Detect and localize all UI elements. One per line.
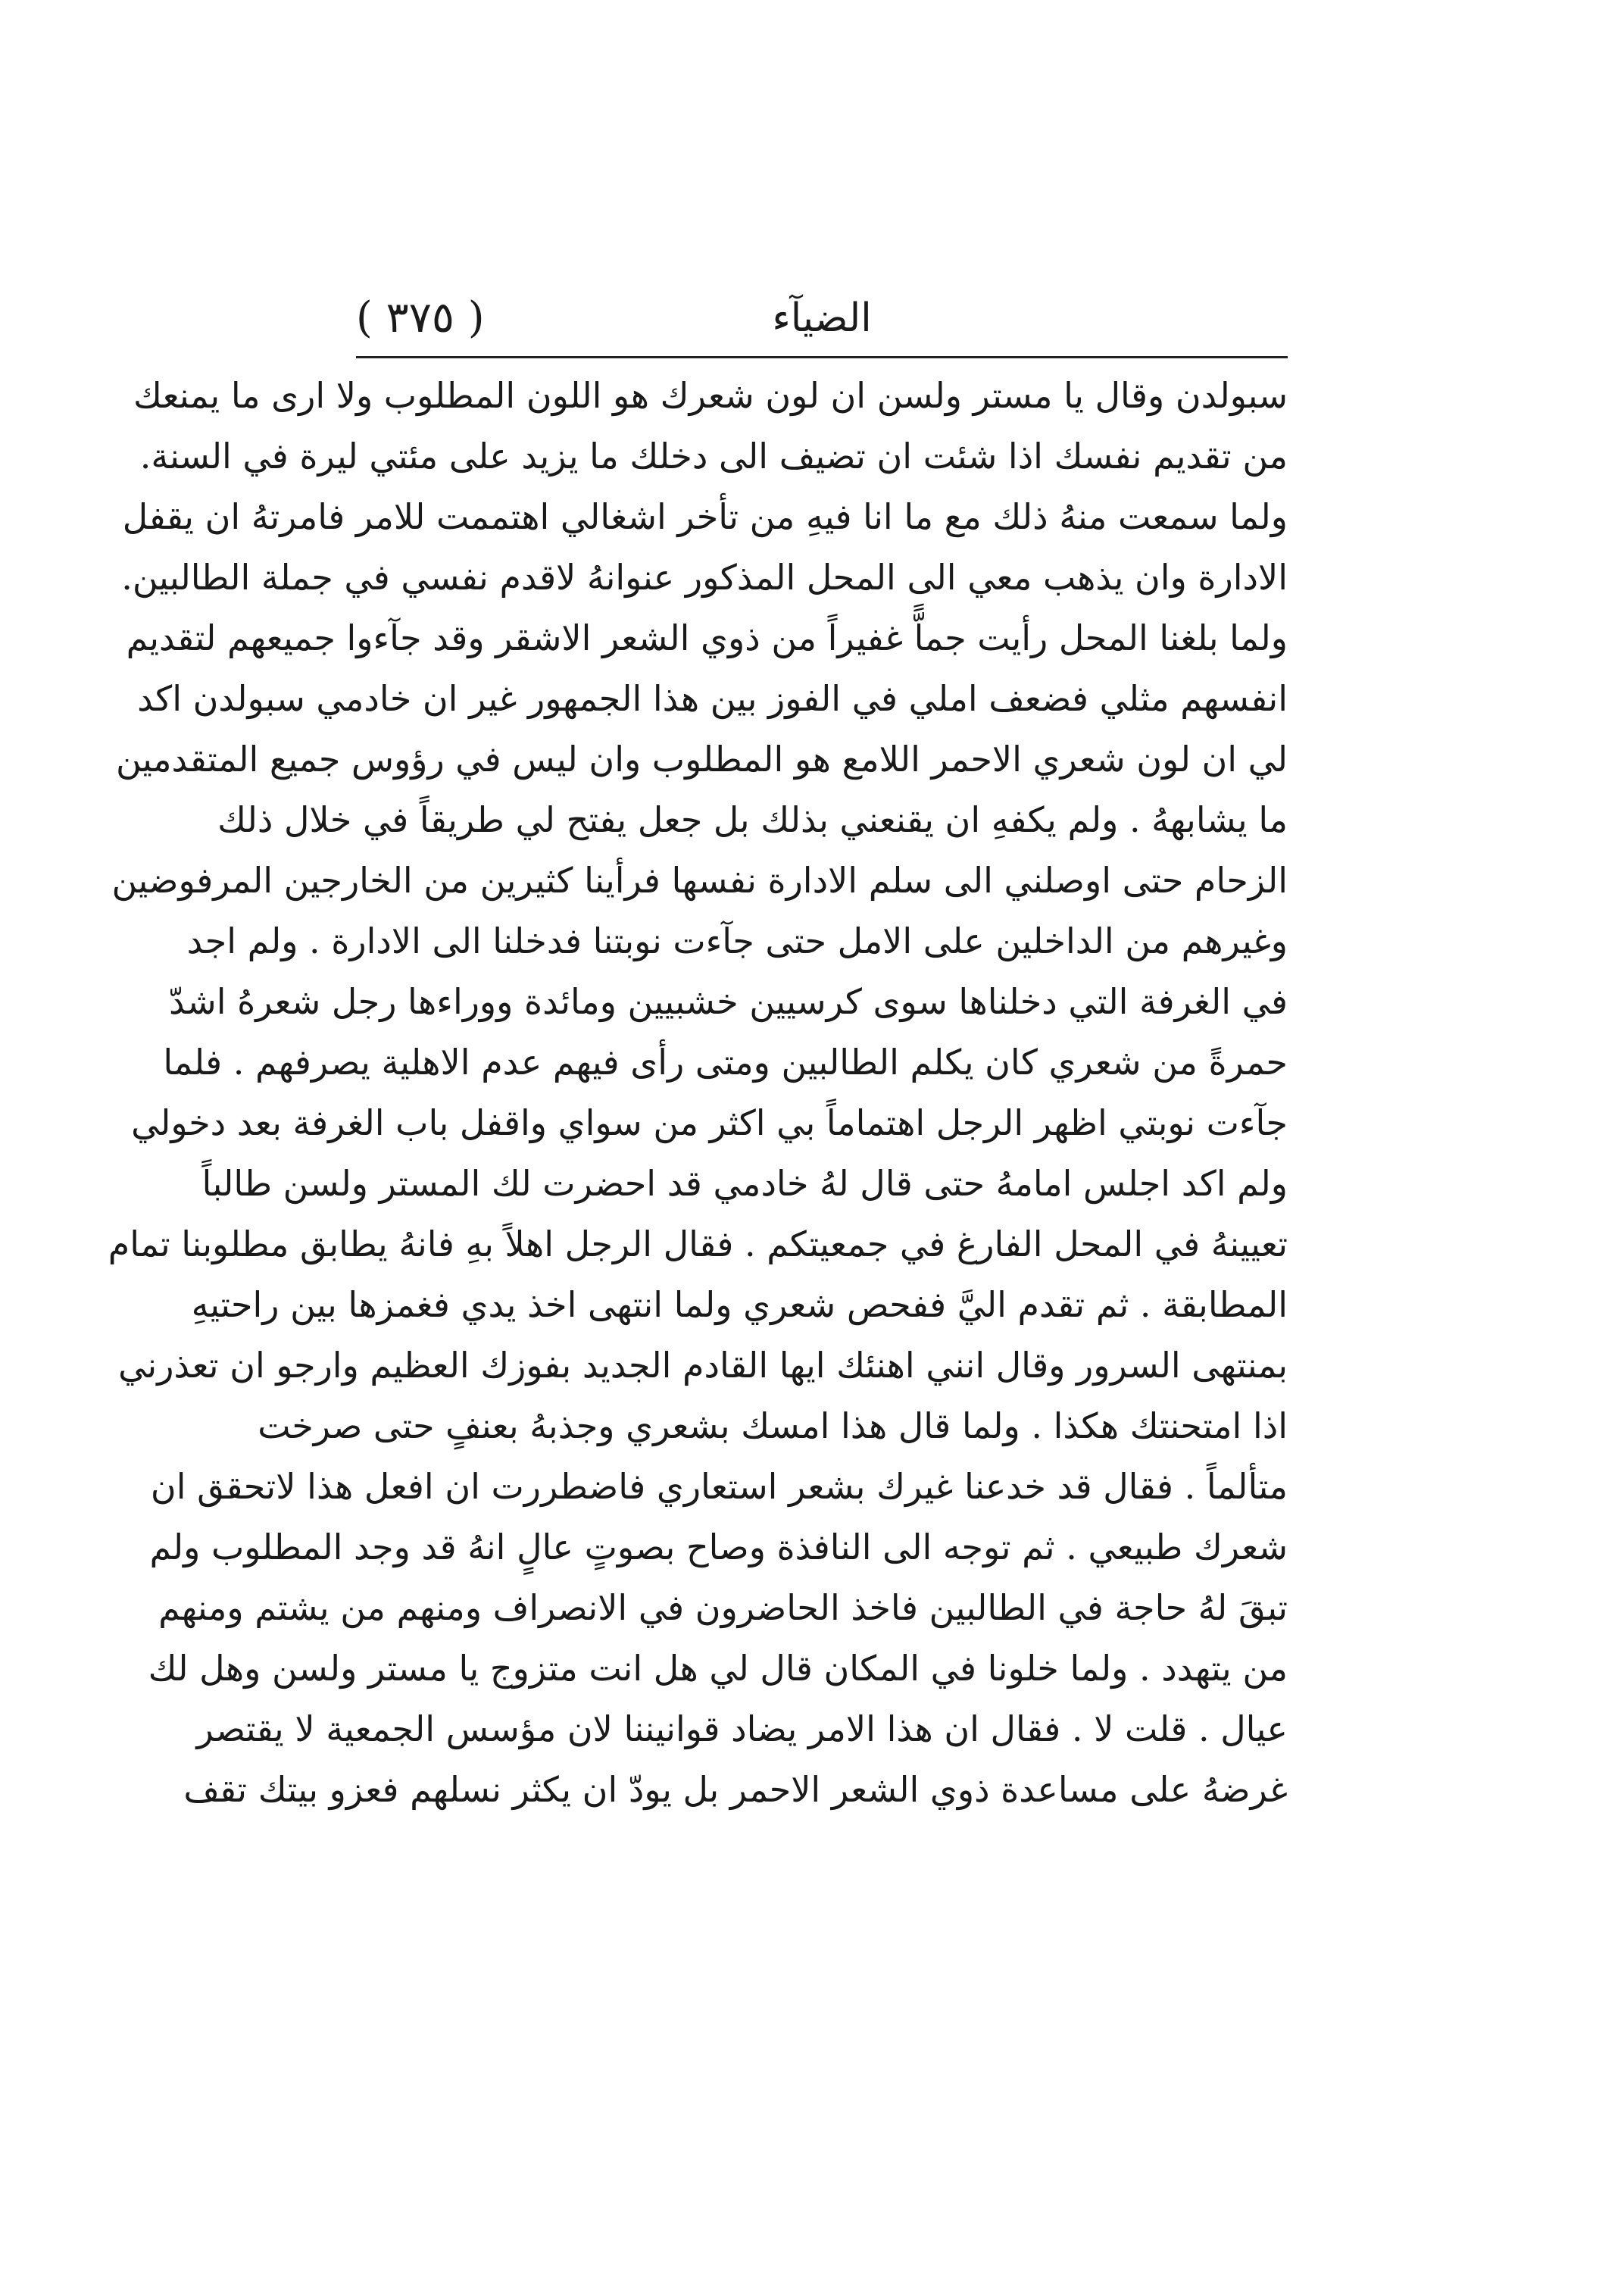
text-line: غرضهُ على مساعدة ذوي الشعر الاحمر بل يودّ ان يكثر نسلهم فعزو بيتك تقف bbox=[183, 1769, 1288, 1810]
text-line: تبقَ لهُ حاجة في الطالبين فاخذ الحاضرون في الانصراف ومنهم من يشتم ومنهم bbox=[158, 1587, 1288, 1628]
page-header bbox=[356, 282, 1288, 355]
text-line: اذا امتحنتك هكذا . ولما قال هذا امسك بشعري وجذبهُ بعنفٍ حتى صرخت bbox=[258, 1405, 1288, 1446]
body-text bbox=[108, 365, 1288, 1820]
text-line: ولما بلغنا المحل رأيت جماًّ غفيراً من ذوي الشعر الاشقر وقد جآءوا جميعهم لتقديم bbox=[126, 617, 1288, 658]
text-line: ولم اكد اجلس امامهُ حتى قال لهُ خادمي قد احضرت لك المستر ولسن طالباً bbox=[201, 1163, 1288, 1204]
text-line: انفسهم مثلي فضعف املي في الفوز بين هذا الجمهور غير ان خادمي سبولدن اكد bbox=[137, 678, 1288, 719]
text-line: بمنتهى السرور وقال انني اهنئك ايها القادم الجديد بفوزك العظيم وارجو ان تعذرني bbox=[118, 1345, 1288, 1386]
text-line: جآءت نوبتي اظهر الرجل اهتماماً بي اكثر من سواي واقفل باب الغرفة بعد دخولي bbox=[131, 1102, 1288, 1143]
text-line: المطابقة . ثم تقدم اليَّ ففحص شعري ولما انتهى اخذ يدي فغمزها بين راحتيهِ bbox=[191, 1284, 1288, 1325]
journal-title: الضيآء bbox=[772, 295, 872, 341]
page-number: ( ٣٧٥ ) bbox=[356, 293, 485, 342]
text-line: من تقديم نفسك اذا شئت ان تضيف الى دخلك ما يزيد على مئتي ليرة في السنة. bbox=[139, 436, 1288, 477]
text-line: عيال . قلت لا . فقال ان هذا الامر يضاد قوانيننا لان مؤسس الجمعية لا يقتصر bbox=[196, 1708, 1288, 1749]
text-line: متألماً . فقال قد خدعنا غيرك بشعر استعاري فاضطررت ان افعل هذا لاتحقق ان bbox=[150, 1466, 1288, 1507]
header-divider bbox=[356, 356, 1288, 358]
text-line: الادارة وان يذهب معي الى المحل المذكور عنوانهُ لاقدم نفسي في جملة الطالبين. bbox=[121, 557, 1288, 598]
text-line: من يتهدد . ولما خلونا في المكان قال لي هل انت متزوج يا مستر ولسن وهل لك bbox=[148, 1648, 1288, 1689]
text-line: شعرك طبيعي . ثم توجه الى النافذة وصاح بصوتٍ عالٍ انهُ قد وجد المطلوب ولم bbox=[149, 1527, 1288, 1567]
text-line: في الغرفة التي دخلناها سوى كرسيين خشبيين ومائدة ووراءها رجل شعرهُ اشدّ bbox=[169, 981, 1288, 1022]
text-line: وغيرهم من الداخلين على الامل حتى جآءت نوبتنا فدخلنا الى الادارة . ولم اجد bbox=[186, 920, 1288, 961]
text-line: لي ان لون شعري الاحمر اللامع هو المطلوب وان ليس في رؤوس جميع المتقدمين bbox=[116, 739, 1288, 780]
text-line: ما يشابههُ . ولم يكفهِ ان يقنعني بذلك بل جعل يفتح لي طريقاً في خلال ذلك bbox=[217, 799, 1288, 840]
text-line: سبولدن وقال يا مستر ولسن ان لون شعرك هو اللون المطلوب ولا ارى ما يمنعك bbox=[133, 375, 1288, 416]
text-line: حمرةً من شعري كان يكلم الطالبين ومتى رأى فيهم عدم الاهلية يصرفهم . فلما bbox=[163, 1042, 1288, 1083]
text-line: الزحام حتى اوصلني الى سلم الادارة نفسها فرأينا كثيرين من الخارجين المرفوضين bbox=[111, 860, 1288, 901]
text-line: ولما سمعت منهُ ذلك مع ما انا فيهِ من تأخر اشغالي اهتممت للامر فامرتهُ ان يقفل bbox=[122, 496, 1288, 537]
text-line: تعيينهُ في المحل الفارغ في جمعيتكم . فقال الرجل اهلاً بهِ فانهُ يطابق مطلوبنا تمام bbox=[108, 1224, 1288, 1264]
